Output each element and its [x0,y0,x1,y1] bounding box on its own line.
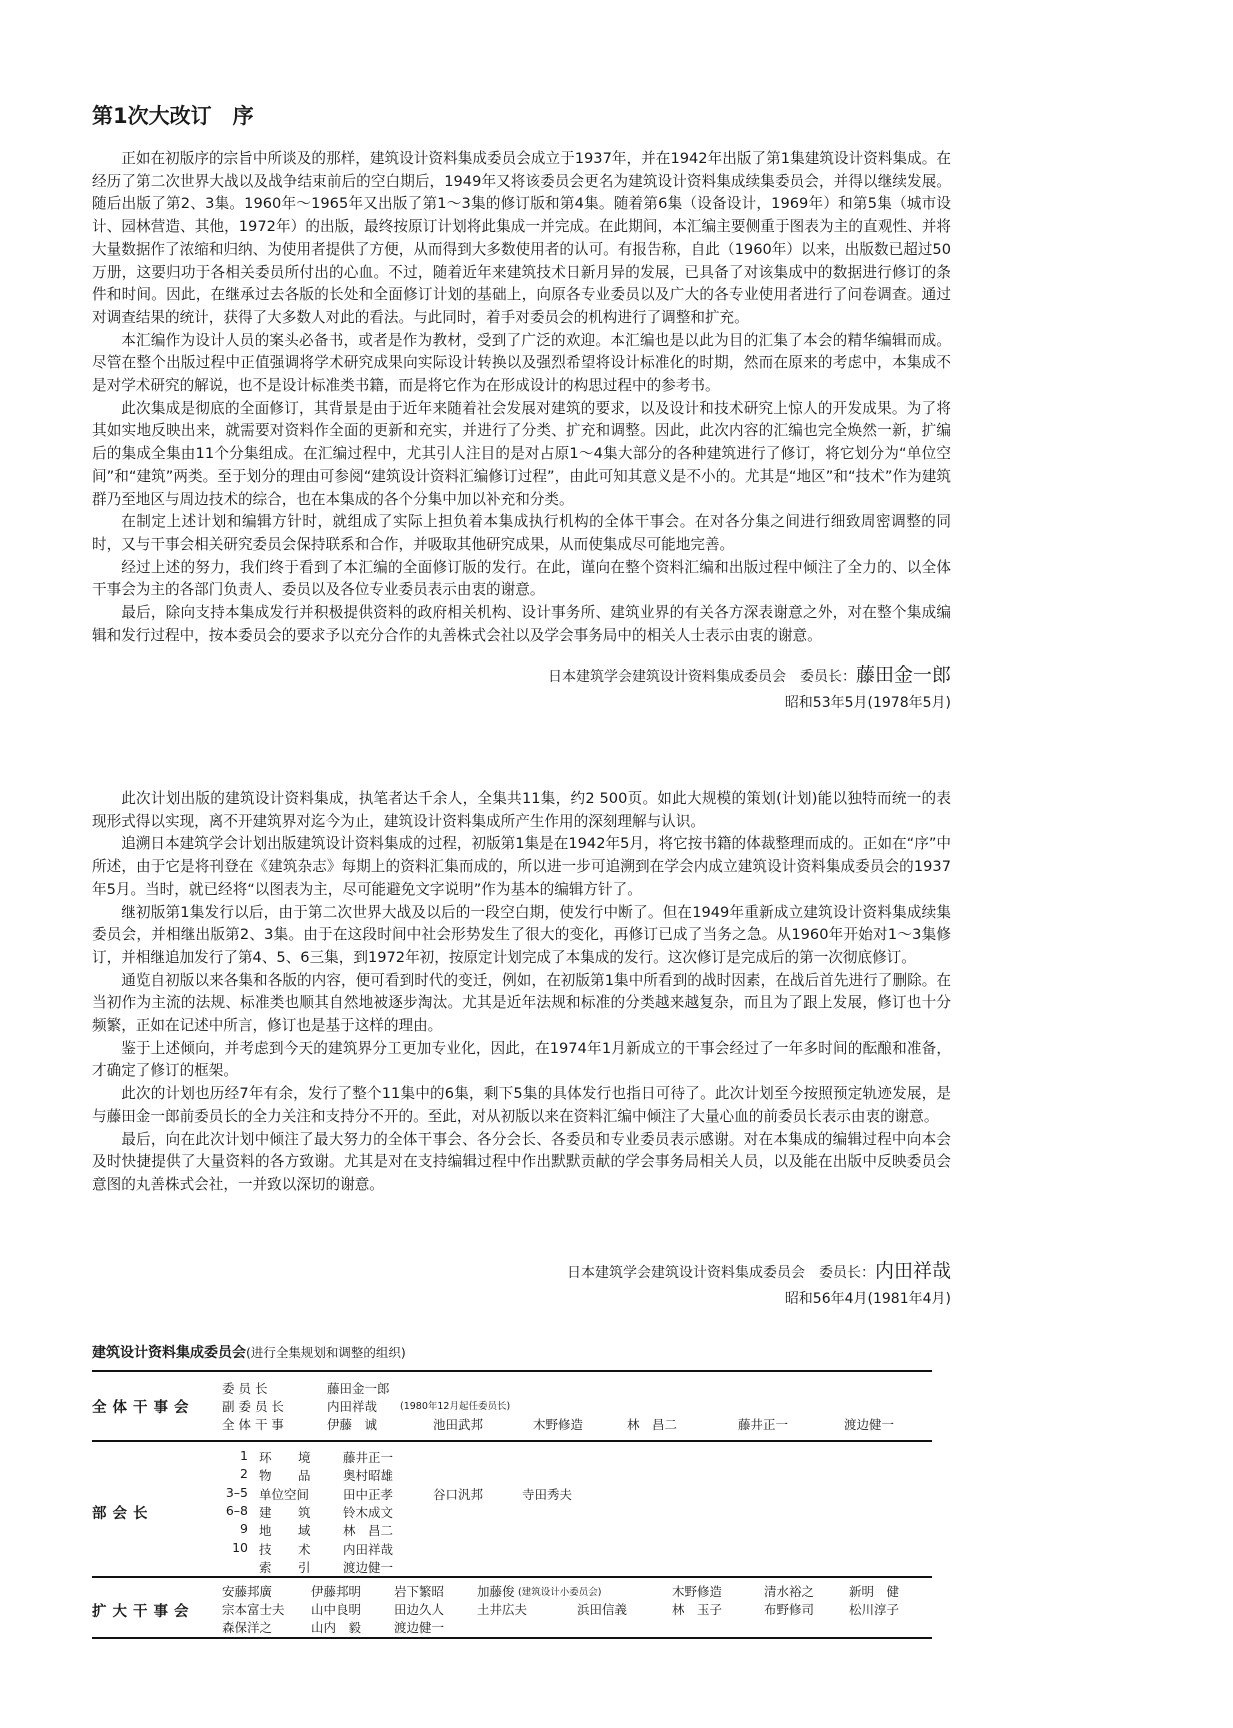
member-name: 内田祥哉 [327,1399,378,1414]
member-name: 林 昌二 [343,1523,394,1539]
member-name: 田边久人 [394,1602,445,1617]
division-field: 环 [259,1450,272,1465]
division-field: 单位空间 [259,1486,310,1502]
division-field: 建 [259,1504,272,1520]
divider-line [92,1576,932,1578]
member-name: 铃木成文 [343,1504,394,1520]
date-1: 昭和53年5月(1978年5月) [784,695,951,711]
member-name: 藤井正一 [343,1450,394,1465]
member-name: 岩下繁昭 [394,1584,445,1599]
paragraph: 继初版第1集发行以后，由于第二次世界大战及以后的一段空白期，使发行中断了。但在1949年重新成立建筑设计资料集成续集委员会，并相继出版第2、3集。由于在这段时间中社会形势发生了很大的变化，再修订已成了当务之急。从1960年开始对1～3集修订，并相继追加发行了第4、5、6三集，到1972年初，按原定计划完成了本集成的发行。这次修订是完成后的第一次彻底修订。 [92,903,951,966]
signature-1 [548,660,951,687]
member-name: 加藤俊 [477,1584,515,1599]
divider-line [92,1440,932,1442]
member-name: 新明 健 [849,1584,900,1599]
member-name: 林 玉子 [672,1602,723,1617]
member-note: (建筑设计小委员会) [518,1587,602,1598]
division-field: 地 [259,1523,272,1539]
preface-section-2 [92,788,951,1197]
preface-section-1 [92,148,951,647]
member-name: 伊藤邦明 [311,1584,362,1599]
division-number: 2 [240,1466,248,1482]
signature-org: 日本建筑学会建筑设计资料集成委员会 委员长： [566,1265,875,1281]
paragraph: 经过上述的努力，我们终于看到了本汇编的全面修订版的发行。在此，谨向在整个资料汇编和出版过程中倾注了全力的、以全体干事会为主的各部门负责人、委员以及各位专业委员表示由衷的谢意。 [92,558,951,599]
paragraph: 本汇编作为设计人员的案头必备书，或者是作为教材，受到了广泛的欢迎。本汇编也是以此为目的汇集了本会的精华编辑而成。尽管在整个出版过程中正值强调将学术研究成果向实际设计转换以及强烈希望将设计标准化的时期，然而在原来的考虑中，本集成不是对学术研究的解说，也不是设计标准类书籍，而是将它作为在形成设计的构思过程中的参考书。 [92,331,951,395]
signature-org: 日本建筑学会建筑设计资料集成委员会 委员长： [547,669,856,685]
role-label: 副 委 员 长 [222,1399,284,1414]
role-label: 委 员 长 [222,1381,268,1396]
member-note: (1980年12月起任委员长) [400,1401,511,1412]
member-name: 渡边健一 [394,1620,445,1635]
general-committee-label: 全体干事会 [92,1400,195,1416]
signature-2 [567,1256,951,1283]
division-field: 域 [298,1523,311,1539]
member-name: 森保洋之 [222,1620,273,1635]
member-name: 松川淳子 [849,1602,900,1617]
division-field: 境 [298,1450,311,1465]
divider-line [92,1370,932,1372]
paragraph: 在制定上述计划和编辑方针时，就组成了实际上担负着本集成执行机构的全体干事会。在对各分集之间进行细致周密调整的同时，又与干事会相关研究委员会保持联系和合作，并吸取其他研究成果，从而使集成尽可能地完善。 [92,513,951,553]
member-name: 伊藤 诚 [327,1417,378,1432]
division-number: 6–8 [225,1502,248,1518]
division-number: 10 [232,1539,248,1555]
member-name: 池田武邦 [433,1417,484,1432]
member-name: 藤田金一郎 [327,1381,390,1396]
member-name: 木野修造 [533,1417,584,1432]
division-heads-label: 部会长 [92,1506,154,1522]
paragraph: 正如在初版序的宗旨中所谈及的那样，建筑设计资料集成委员会成立于1937年，并在1942年出版了第1集建筑设计资料集成。在经历了第二次世界大战以及战争结束前后的空白期后，1949年又将该委员会更名为建筑设计资料集成续集委员会，并得以继续发展。随后出版了第2、3集。1960年～1965年又出版了第1～3集的修订版和第4集。随着第6集（设备设计，1969年）和第5集（城市设计、园林营造、其他，1972年）的出版，最终按原订计划将此集成一并完成。在此期间，本汇编主要侧重于图表为主的直观性、并将大量数据作了浓缩和归纳、为使用者提供了方便，从而得到大多数使用者的认可。有报告称，自此（1960年）以来，出版数已超过50万册，这要归功于各相关委员所付出的心血。不过，随着近年来建筑技术日新月异的发展，已具备了对该集成中的数据进行修订的条件和时间。因此，在继承过去各版的长处和全面修订计划的基础上，向原各专业委员以及广大的各专业使用者进行了问卷调查。通过对调查结果的统计，获得了大多数人对此的看法。与此同时，着手对委员会的机构进行了调整和扩充。 [92,150,951,326]
paragraph: 追溯日本建筑学会计划出版建筑设计资料集成的过程，初版第1集是在1942年5月，将它按书籍的体裁整理而成的。正如在“序”中所述，由于它是将刊登在《建筑杂志》每期上的资料汇集而成的，所以进一步可追溯到在学会内成立建筑设计资料集成委员会的1937年5月。当时，就已经将“以图表为主，尽可能避免文字说明”作为基本的编辑方针了。 [92,835,951,898]
division-field: 术 [298,1541,311,1557]
signature-name: 内田祥哉 [874,1260,951,1282]
division-field: 引 [298,1559,311,1575]
member-name: 安藤邦廣 [222,1584,273,1599]
paragraph: 通览自初版以来各集和各版的内容，便可看到时代的变迁，例如，在初版第1集中所看到的战时因素，在战后首先进行了删除。在当初作为主流的法规、标准类也顺其自然地被逐步淘汰。尤其是近年法规和标准的分类越来越复杂，而且为了跟上发展，修订也十分频繁，正如在记述中所言，修订也是基于这样的理由。 [92,971,951,1035]
committee-name: 建筑设计资料集成委员会 [92,1345,246,1361]
committee-title [92,1342,406,1362]
division-field: 品 [298,1468,311,1484]
division-number: 9 [240,1521,248,1537]
role-label: 全 体 干 事 [222,1417,284,1432]
member-name: 渡边健一 [844,1417,895,1432]
member-name: 浜田信義 [577,1602,628,1617]
member-name: 木野修造 [672,1584,723,1599]
member-name: 内田祥哉 [343,1541,394,1557]
member-name: 林 昌二 [627,1417,678,1432]
division-field: 索 [259,1559,272,1575]
paragraph: 此次计划出版的建筑设计资料集成，执笔者达千余人，全集共11集，约2 500页。如此大规模的策划(计划)能以独特而统一的表现形式得以实现，离不开建筑界对迄今为止，建筑设计资料集成所产生作用的深刻理解与认识。 [92,790,951,830]
member-name: 寺田秀夫 [522,1486,573,1502]
division-number: 3–5 [225,1484,248,1500]
paragraph: 鉴于上述倾向，并考虑到今天的建筑界分工更加专业化，因此，在1974年1月新成立的干事会经过了一年多时间的酝酿和准备，才确定了修订的框架。 [92,1039,951,1080]
paragraph: 最后，向在此次计划中倾注了最大努力的全体干事会、各分会长、各委员和专业委员表示感谢。对在本集成的编辑过程中向本会及时快捷提供了大量资料的各方致谢。尤其是对在支持编辑过程中作出默默贡献的学会事务局相关人员，以及能在出版中反映委员会意图的丸善株式会社，一并致以深切的谢意。 [92,1130,951,1193]
member-name: 田中正孝 [343,1486,394,1502]
paragraph: 此次的计划也历经7年有余，发行了整个11集中的6集，剩下5集的具体发行也指日可待了。此次计划至今按照预定轨迹发展，是与藤田金一郎前委员长的全力关注和支持分不开的。至此，对从初版以来在资料汇编中倾注了大量心血的前委员长表示由衷的谢意。 [92,1085,951,1125]
member-name: 谷口汎邦 [433,1486,484,1502]
page-title: 第1次大改订 序 [92,104,254,128]
member-name: 奥村昭雄 [343,1468,394,1484]
member-name: 山内 毅 [311,1620,362,1635]
division-field: 技 [259,1541,272,1557]
member-name: 土井広夫 [477,1602,528,1617]
expanded-committee-label: 扩大干事会 [92,1604,195,1620]
division-field: 物 [259,1468,272,1484]
signature-name: 藤田金一郎 [855,664,951,686]
committee-title-note: (进行全集规划和调整的组织) [246,1345,406,1360]
division-number: 1 [240,1448,248,1463]
member-name: 布野修司 [764,1602,815,1617]
paragraph: 此次集成是彻底的全面修订，其背景是由于近年来随着社会发展对建筑的要求，以及设计和技术研究上惊人的开发成果。为了将其如实地反映出来，就需要对资料作全面的更新和充实，并进行了分类、扩充和调整。因此，此次内容的汇编也完全焕然一新，扩编后的集成全集由11个分集组成。在汇编过程中，尤其引人注目的是对占原1～4集大部分的各种建筑进行了修订，将它划分为“单位空间”和“建筑”两类。至于划分的理由可参阅“建筑设计资料汇编修订过程”，由此可知其意义是不小的。尤其是“地区”和“技术”作为建筑群乃至地区与周边技术的综合，也在本集成的各个分集中加以补充和分类。 [92,399,951,508]
member-name: 山中良明 [311,1602,362,1617]
member-name: 清水裕之 [764,1584,815,1599]
paragraph: 最后，除向支持本集成发行并积极提供资料的政府相关机构、设计事务所、建筑业界的有关各方深表谢意之外，对在整个集成编辑和发行过程中，按本委员会的要求予以充分合作的丸善株式会社以及学会事务局中的相关人士表示由衷的谢意。 [92,604,951,644]
date-2: 昭和56年4月(1981年4月) [784,1291,951,1307]
divider-line [92,1637,932,1639]
member-name: 宗本富士夫 [222,1602,285,1617]
division-field: 筑 [298,1504,311,1520]
member-name: 渡边健一 [343,1559,394,1575]
member-name: 藤井正一 [738,1417,789,1432]
